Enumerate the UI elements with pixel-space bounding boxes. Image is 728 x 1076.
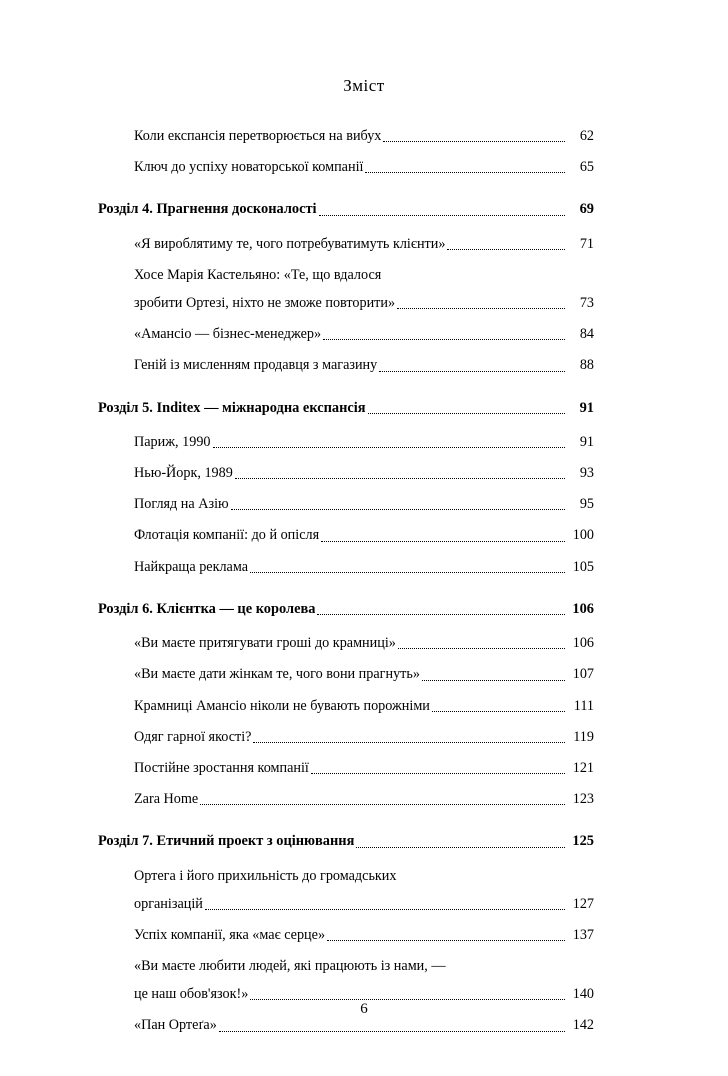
toc-entry-page: 91 <box>579 399 594 416</box>
toc-entry[interactable] <box>134 866 594 914</box>
toc-entry-label: Успіх компанії, яка «має серце» <box>134 926 326 943</box>
leader-dots <box>200 804 565 805</box>
toc-entry[interactable] <box>134 956 594 1004</box>
toc-entry-page: 106 <box>572 635 594 652</box>
table-of-contents <box>98 96 594 1036</box>
toc-entry[interactable] <box>134 234 594 254</box>
document-page <box>0 76 728 1076</box>
toc-entry[interactable] <box>134 1015 594 1035</box>
toc-entry-page: 127 <box>572 895 594 912</box>
toc-entry-page: 105 <box>572 558 594 575</box>
toc-entry-line2 <box>134 293 594 313</box>
toc-entry-page: 123 <box>572 791 594 808</box>
toc-chapter-entry[interactable] <box>98 199 594 219</box>
toc-entry-label: Розділ 4. Прагнення досконалості <box>98 201 317 218</box>
toc-entry-page: 95 <box>579 496 594 513</box>
toc-entry-label: Флотація компанії: до й опісля <box>134 527 320 544</box>
toc-entry-page: 125 <box>572 833 594 850</box>
toc-entry-page: 69 <box>579 201 594 218</box>
toc-entry-label: Розділ 6. Клієнтка — це королева <box>98 600 316 617</box>
toc-entry-page: 119 <box>573 728 594 745</box>
toc-entry[interactable] <box>134 463 594 483</box>
toc-entry-label-cont: це наш обов'язок!» <box>134 986 249 1003</box>
leader-dots <box>219 1031 565 1032</box>
toc-entry-label: «Я вироблятиму те, чого потребуватимуть клієнти» <box>134 235 446 252</box>
leader-dots <box>368 413 565 414</box>
toc-entry-label: Найкраща реклама <box>134 558 249 575</box>
toc-entry[interactable] <box>134 265 594 313</box>
toc-chapter-entry[interactable] <box>98 398 594 418</box>
leader-dots <box>323 339 565 340</box>
toc-entry-label: Погляд на Азію <box>134 496 229 513</box>
toc-entry[interactable] <box>134 324 594 344</box>
toc-entry[interactable] <box>134 126 594 146</box>
toc-entry-label: «Ви маєте любити людей, які працюють із нами, — <box>134 958 446 975</box>
toc-entry[interactable] <box>134 758 594 778</box>
leader-dots <box>231 509 565 510</box>
toc-entry-label: «Ви маєте дати жінкам те, чого вони прагнуть» <box>134 666 420 683</box>
toc-entry-label: Крамниці Амансіо ніколи не бувають порожніми <box>134 697 430 714</box>
toc-entry-page: 93 <box>579 465 594 482</box>
leader-dots <box>205 909 565 910</box>
leader-dots <box>253 742 565 743</box>
toc-chapter-entry[interactable] <box>98 599 594 619</box>
toc-entry-page: 65 <box>579 159 594 176</box>
leader-dots <box>213 447 565 448</box>
leader-dots <box>432 711 565 712</box>
toc-entry-label: Париж, 1990 <box>134 434 211 450</box>
toc-entry-label: Одяг гарної якості? <box>134 728 252 745</box>
toc-entry-label: Zara Home <box>134 791 199 808</box>
toc-entry-page: 73 <box>579 295 594 312</box>
toc-entry-line2 <box>134 894 594 914</box>
leader-dots <box>356 847 565 848</box>
leader-dots <box>235 478 565 479</box>
toc-entry-label-cont: зробити Ортезі, ніхто не зможе повторити» <box>134 295 396 312</box>
toc-entry[interactable] <box>134 925 594 945</box>
leader-dots <box>250 572 565 573</box>
leader-dots <box>327 940 565 941</box>
toc-entry-page: 121 <box>572 759 594 776</box>
toc-entry-label: Геній із мисленням продавця з магазину <box>134 357 378 374</box>
toc-entry[interactable] <box>134 494 594 514</box>
leader-dots <box>317 614 565 615</box>
page-title: Зміст <box>343 76 385 95</box>
toc-entry-page: 106 <box>572 600 594 617</box>
toc-entry[interactable] <box>134 664 594 684</box>
toc-entry-page: 84 <box>579 326 594 343</box>
toc-entry-page: 142 <box>572 1017 594 1034</box>
toc-entry-page: 88 <box>579 357 594 374</box>
page-number: 6 <box>360 1001 368 1017</box>
toc-entry-page: 107 <box>572 666 594 683</box>
toc-entry-label: Постійне зростання компанії <box>134 759 309 776</box>
toc-entry-label: Хосе Марія Кастельяно: «Те, що вдалося <box>134 266 382 283</box>
toc-entry[interactable] <box>134 432 594 452</box>
toc-entry-page: 111 <box>573 697 594 714</box>
toc-entry-page: 91 <box>579 434 594 450</box>
toc-entry-label: «Ви маєте притягувати гроші до крамниці» <box>134 635 396 652</box>
leader-dots <box>311 773 565 774</box>
toc-entry-label: Ортега і його прихильність до громадських <box>134 867 397 884</box>
leader-dots <box>321 541 565 542</box>
toc-entry[interactable] <box>134 525 594 545</box>
toc-chapter-entry[interactable] <box>98 831 594 851</box>
toc-entry[interactable] <box>134 727 594 747</box>
leader-dots <box>422 680 565 681</box>
toc-entry-label: «Амансіо — бізнес-менеджер» <box>134 326 322 343</box>
leader-dots <box>397 308 565 309</box>
toc-entry[interactable] <box>134 789 594 809</box>
toc-entry-label: Нью-Йорк, 1989 <box>134 465 233 482</box>
toc-entry-page: 137 <box>572 926 594 943</box>
leader-dots <box>379 371 565 372</box>
toc-entry-label: «Пан Ортеґа» <box>134 1017 217 1034</box>
toc-entry[interactable] <box>134 633 594 653</box>
toc-entry-page: 62 <box>579 128 594 144</box>
toc-entry-label: Коли експансія перетворюється на вибух <box>134 128 382 144</box>
toc-entry-page: 140 <box>572 986 594 1003</box>
leader-dots <box>398 648 565 649</box>
leader-dots <box>447 249 565 250</box>
leader-dots <box>319 215 565 216</box>
toc-entry-page: 71 <box>579 235 594 252</box>
toc-entry[interactable] <box>134 157 594 177</box>
leader-dots <box>365 172 565 173</box>
toc-entry[interactable] <box>134 557 594 577</box>
toc-entry-label: Розділ 5. Inditex — міжнародна експансія <box>98 399 366 416</box>
toc-entry-label: Розділ 7. Етичний проект з оцінювання <box>98 833 355 850</box>
toc-entry[interactable] <box>134 696 594 716</box>
toc-entry[interactable] <box>134 355 594 375</box>
toc-entry-label-cont: організацій <box>134 895 203 912</box>
toc-entry-label: Ключ до успіху новаторської компанії <box>134 159 364 176</box>
toc-entry-page: 100 <box>572 527 594 544</box>
leader-dots <box>383 141 565 142</box>
